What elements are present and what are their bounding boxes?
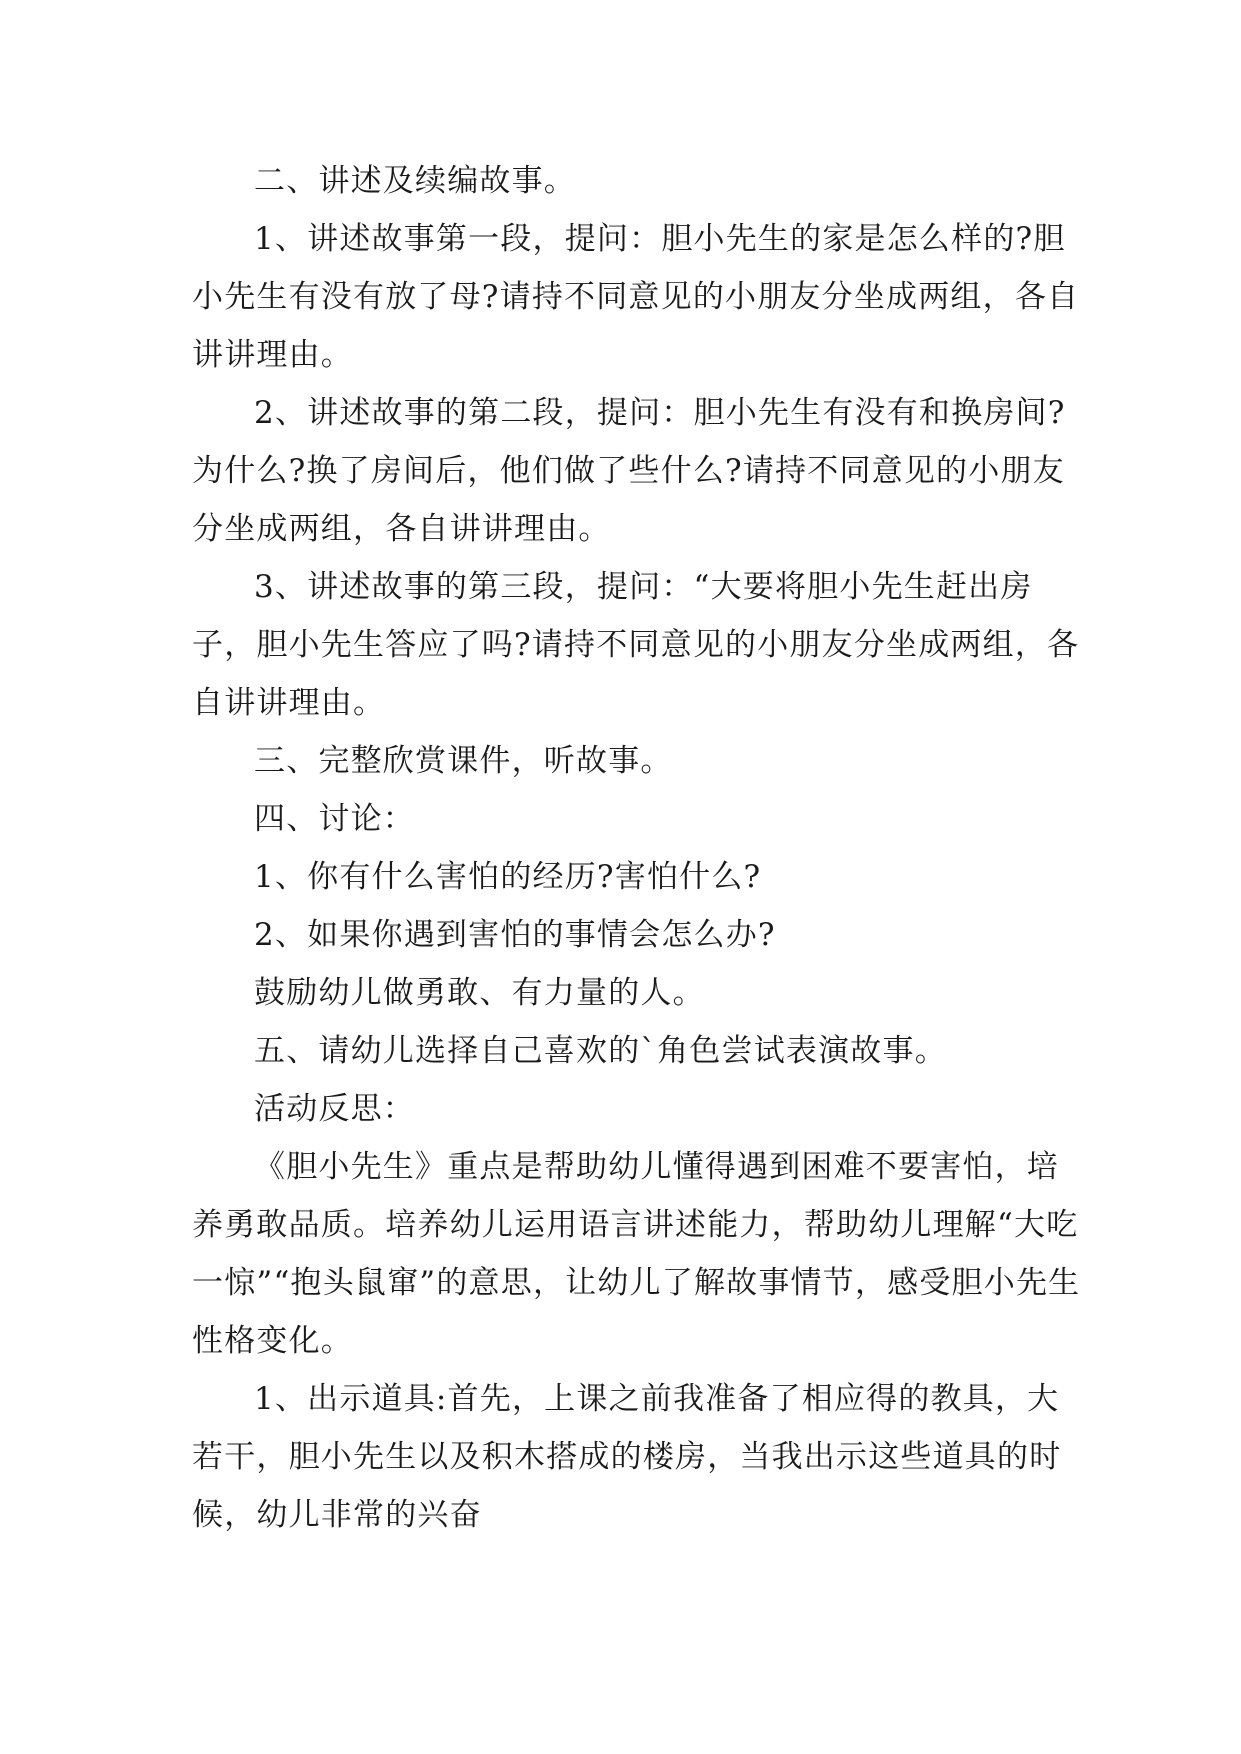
paragraph-step-3: 3、讲述故事的第三段，提问：“大要将胆小先生赶出房子，胆小先生答应了吗?请持不同意见的小朋友分坐成两组，各自讲讲理由。 <box>192 569 1080 721</box>
discussion-question-2: 2、如果你遇到害怕的事情会怎么办? <box>254 917 776 953</box>
document-body <box>192 152 1082 1544</box>
encouragement-line: 鼓励幼儿做勇敢、有力量的人。 <box>254 975 705 1011</box>
section-heading-appreciation: 三、完整欣赏课件，听故事。 <box>254 743 673 779</box>
section-heading-discussion: 四、讨论： <box>254 801 415 837</box>
reflection-step-1: 1、出示道具:首先，上课之前我准备了相应得的教具，大若干，胆小先生以及积木搭成的楼房，当我出示这些道具的时候，幼儿非常的兴奋 <box>192 1381 1062 1533</box>
discussion-question-1: 1、你有什么害怕的经历?害怕什么? <box>254 859 762 895</box>
section-heading-performance: 五、请幼儿选择自己喜欢的`角色尝试表演故事。 <box>254 1033 947 1069</box>
paragraph-step-1: 1、讲述故事第一段，提问：胆小先生的家是怎么样的?胆小先生有没有放了母?请持不同意见的小朋友分坐成两组，各自讲讲理由。 <box>192 221 1080 373</box>
reflection-paragraph: 《胆小先生》重点是帮助幼儿懂得遇到困难不要害怕，培养勇敢品质。培养幼儿运用语言讲述能力，帮助幼儿理解“大吃一惊”“抱头鼠窜”的意思，让幼儿了解故事情节，感受胆小先生性格变化。 <box>192 1149 1081 1359</box>
section-heading-story-retelling: 二、讲述及续编故事。 <box>254 163 576 199</box>
paragraph-step-2: 2、讲述故事的第二段，提问：胆小先生有没有和换房间?为什么?换了房间后，他们做了些什么?请持不同意见的小朋友分坐成两组，各自讲讲理由。 <box>192 395 1066 547</box>
section-heading-reflection: 活动反思： <box>254 1091 415 1127</box>
